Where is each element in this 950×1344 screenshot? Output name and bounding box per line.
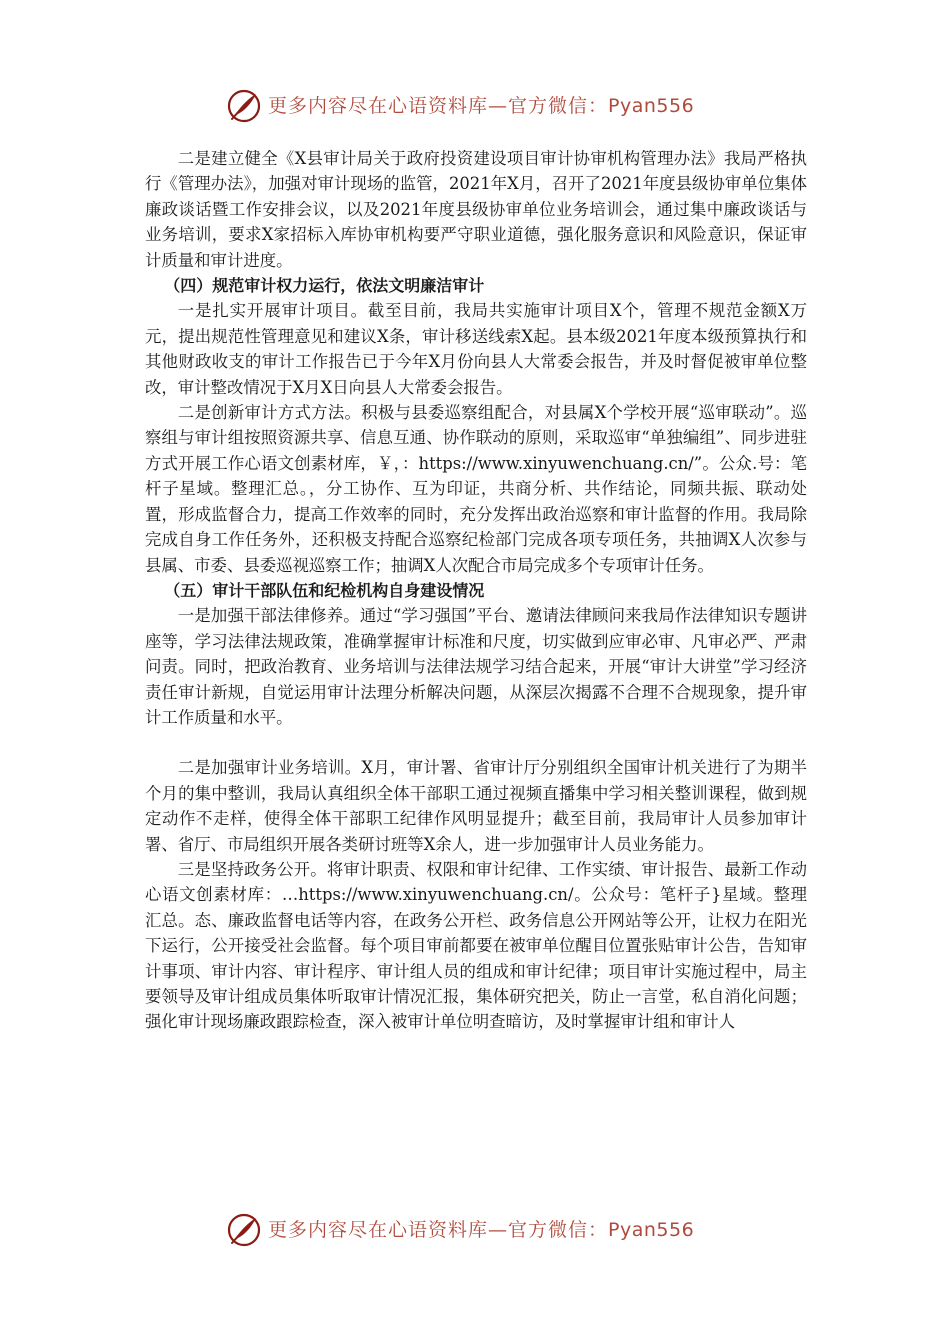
feather-pen-logo-icon <box>226 1212 262 1248</box>
banner-text <box>268 92 694 120</box>
paragraph: 一是扎实开展审计项目。截至目前，我局共实施审计项目X个，管理不规范金额X万元，提出规范性管理意见和建议X条，审计移送线索X起。县本级2021年度本级预算执行和其他财政收支的审计工作报告已于今年X月份向县人大常委会报告，并及时督促被审单位整改，审计整改情况于X月X日向县人大常委会报告。 <box>145 301 807 397</box>
banner-slogan: 更多内容尽在心语资料库—官方微信： <box>268 95 609 117</box>
banner-slogan: 更多内容尽在心语资料库—官方微信： <box>268 1219 609 1241</box>
header-banner <box>0 84 950 128</box>
section-heading: （四）规范审计权力运行，依法文明廉洁审计 <box>164 276 485 296</box>
paragraph: 二是建立健全《X县审计局关于政府投资建设项目审计协审机构管理办法》我局严格执行《管理办法》，加强对审计现场的监管，2021年X月，召开了2021年度县级协审单位集体廉政谈话暨工作安排会议，以及2021年度县级协审单位业务培训会，通过集中廉政谈话与业务培训，要求X家招标入库协审机构要严守职业道德，强化服务意识和风险意识，保证审计质量和审计进度。 <box>145 149 807 270</box>
paragraph: 三是坚持政务公开。将审计职责、权限和审计纪律、工作实绩、审计报告、最新工作动心语文创素材库：…https://www.xinyuwenchuang.cn/。公众号：笔杆子}星域。整理汇总。态、廉政监督电话等内容，在政务公开栏、政务信息公开网站等公开，让权力在阳光下运行，公开接受社会监督。每个项目审前都要在被审单位醒目位置张贴审计公告，告知审计事项、审计内容、审计程序、审计组人员的组成和审计纪律；项目审计实施过程中，局主要领导及审计组成员集体听取审计情况汇报，集体研究把关，防止一言堂，私自消化问题；强化审计现场廉政跟踪检查，深入被审计单位明查暗访，及时掌握审计组和审计人 <box>145 859 807 1032</box>
document-body <box>145 146 807 1035</box>
feather-pen-logo-icon <box>226 88 262 124</box>
banner-text <box>268 1216 694 1244</box>
paragraph: 一是加强干部法律修养。通过“学习强国”平台、邀请法律顾问来我局作法律知识专题讲座等，学习法律法规政策，准确掌握审计标准和尺度，切实做到应审必审、凡审必严、严肃问责。同时，把政治教育、业务培训与法律法规学习结合起来，开展“审计大讲堂”学习经济责任审计新规，自觉运用审计法理分析解决问题，从深层次揭露不合理不合规现象，提升审计工作质量和水平。 <box>145 606 807 727</box>
section-heading: （五）审计干部队伍和纪检机构自身建设情况 <box>164 580 485 600</box>
banner-wechat-id: Pyan556 <box>608 1219 695 1241</box>
paragraph: 二是加强审计业务培训。X月，审计署、省审计厅分别组织全国审计机关进行了为期半个月的集中整训，我局认真组织全体干部职工通过视频直播集中学习相关整训课程，做到规定动作不走样，使得全体干部职工纪律作风明显提升；截至目前，我局审计人员参加审计署、省厅、市局组织开展各类研讨班等X余人，进一步加强审计人员业务能力。 <box>145 758 807 854</box>
footer-banner <box>0 1208 950 1252</box>
paragraph: 二是创新审计方式方法。积极与县委巡察组配合，对县属X个学校开展“巡审联动”。巡察组与审计组按照资源共享、信息互通、协作联动的原则，采取巡审“单独编组”、同步进驻方式开展工作心语文创素材库，￥，：https://www.xinyuwenchuang.cn/”。公众.号：笔杆子星域。整理汇总。，分工协作、互为印证，共商分析、共作结论，同频共振、联动处置，形成监督合力，提高工作效率的同时，充分发挥出政治巡察和审计监督的作用。我局除完成自身工作任务外，还积极支持配合巡察纪检部门完成各项专项任务，共抽调X人次参与县属、市委、县委巡视巡察工作；抽调X人次配合市局完成多个专项审计任务。 <box>145 403 807 575</box>
banner-wechat-id: Pyan556 <box>608 95 695 117</box>
